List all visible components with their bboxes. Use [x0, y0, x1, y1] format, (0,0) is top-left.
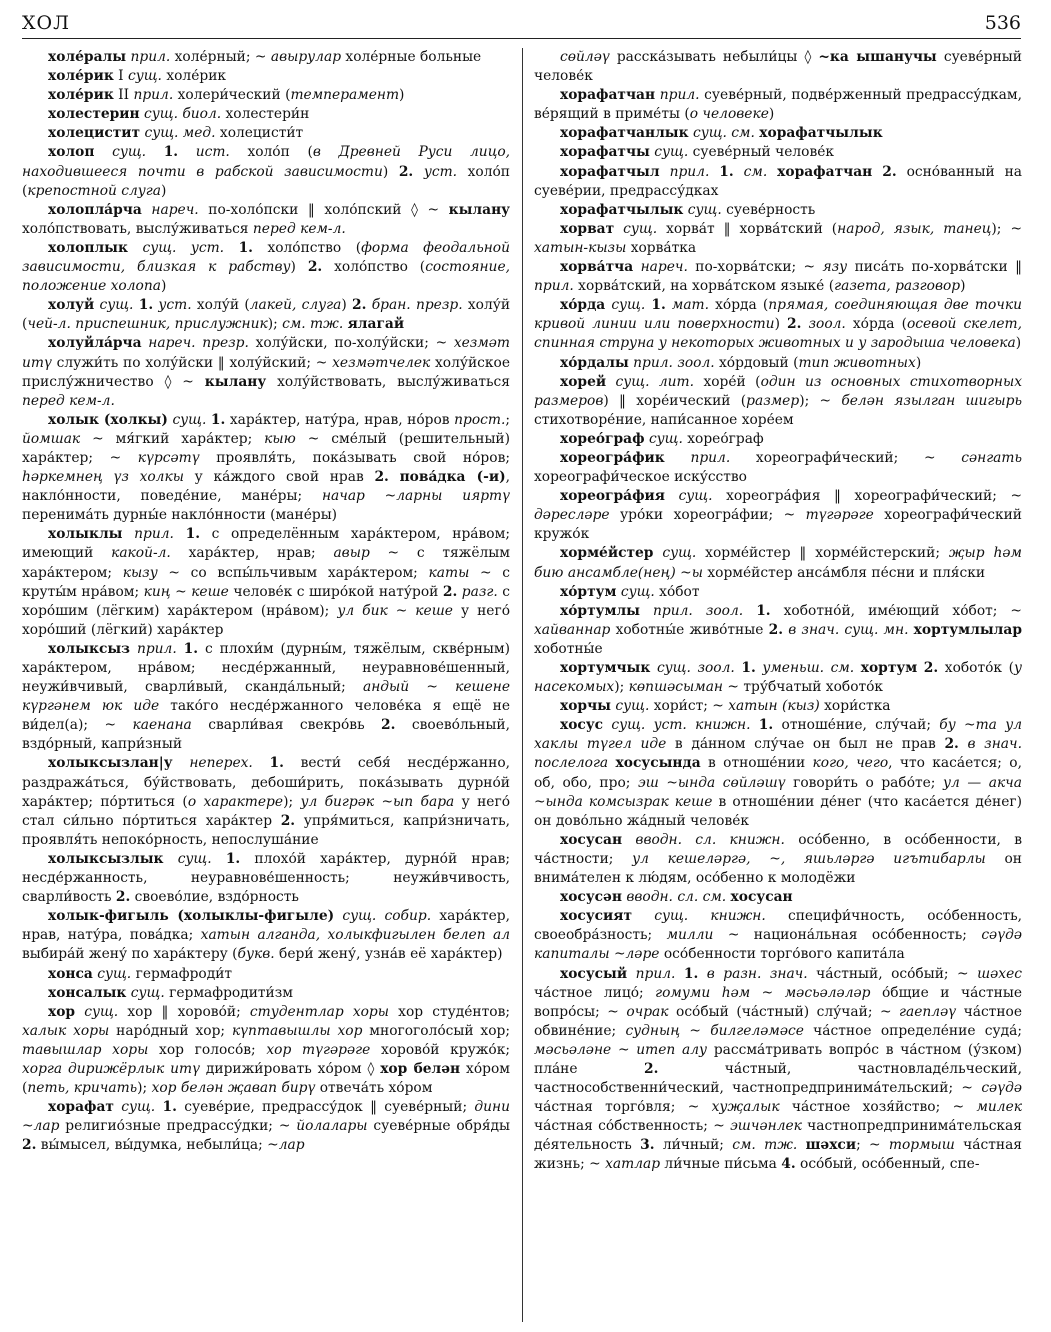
dictionary-entry: хорафатчанлык сущ. см. хорафатчылык [560, 125, 883, 142]
dictionary-entry: хорео́граф сущ. хорео́граф [560, 430, 764, 447]
dictionary-entry: холе́рик I сущ. холе́рик [48, 68, 227, 85]
dictionary-entry: хорафатчылык сущ. суеве́рность [560, 201, 816, 218]
dictionary-entry: хорафат сущ. 1. суеве́рие, предрассу́док ‖ суеве́рный; дини ~лар религио́зные предрассу́дки; ~ йолалары суеве́рные обря́ды 2. вы́мысел, вы́думка, небыли́ца; ~лар [22, 1099, 510, 1154]
dictionary-entry: холе́рик II прил. холери́ческий (темперамент) [48, 87, 405, 104]
dictionary-entry: хорчы сущ. хори́ст; ~ хатын (кыз) хори́стка [560, 698, 891, 715]
dictionary-entry: хосусый прил. 1. в разн. знач. ча́стный, осо́бый; ~ шәхес ча́стное лицо́; гомуми һәм ~ мәсьәләләр о́бщие и ча́стные вопро́сы; ~ очрак осо́бый (ча́стный) слу́чай; ~ гаепләү ча́стное обвине́ние; судның ~ билгеләмәсе ча́стное определе́ние суда́; мәсьәләне ~ итеп алу рассма́тривать вопро́с в ча́стном (у́зком) пла́не 2. ча́стный, частновладе́льческий, частнособственни́ческий, частнопредпринима́тельский; ~ сәүдә ча́стная торго́вля; ~ хуҗалык ча́стное хозя́йство; ~ милек ча́стная со́бственность; ~ эшчәнлек частнопредпринима́тельская де́ятельность 3. ли́чный; см. тж. шәхси; ~ тормыш ча́стная жизнь; ~ хатлар ли́чные пи́сьма 4. осо́бый, осо́бенный, спе- [534, 965, 1022, 1173]
left-column [22, 48, 510, 1324]
dictionary-entry: хорме́йстер сущ. хорме́йстер ‖ хорме́йстерский; җыр һәм бию ансамбле(нең) ~ы хорме́йстер анса́мбля пе́сни и пля́ски [534, 545, 1022, 581]
running-head: ХОЛ [22, 12, 70, 34]
dictionary-entry: хосус сущ. уст. книжн. 1. отноше́ние, слу́чай; бу ~та ул хаклы түгел иде в да́нном слу́чае он был не прав 2. в знач. послелога хосусында в отноше́нии кого, чего, что каса́ется; о, об, обо, про; эш ~ында сөйләшү говори́ть о рабо́те; ул — акча ~ында комсызрак кеше в отноше́нии де́нег (что каса́ется де́нег) он дово́льно жа́дный челове́к [534, 717, 1022, 829]
dictionary-entry: холыклы прил. 1. с определённым хара́ктером, нра́вом; имеющий какой-л. хара́ктер, нрав; авыр ~ с тяжёлым хара́ктером; кызу ~ со вспы́льчивым хара́ктером; каты ~ с круты́м нра́вом; киң ~ кеше челове́к с широ́кой нату́рой 2. разг. с хоро́шим (лёгким) хара́ктером (нра́вом); ул бик ~ кеше у него́ хоро́ший (лёгкий) хара́ктер [22, 526, 510, 638]
dictionary-entry: холуйла́рча нареч. презр. холу́йски, по-холу́йски; ~ хезмәт итү служи́ть по холу́йски ‖ холу́йский; ~ хезмәтчелек холу́йское прислу́жничество ◊ ~ кылану холу́йствовать, выслу́живаться перед кем-л. [22, 335, 510, 409]
dictionary-entry: холопла́рча нареч. по-холо́пски ‖ холо́пский ◊ ~ кылану холо́пствовать, выслу́живаться перед кем-л. [22, 201, 510, 237]
dictionary-entry: хонса сущ. гермафроди́т [48, 965, 233, 982]
page-number: 536 [984, 12, 1021, 34]
dictionary-entry: холуй сущ. 1. уст. холу́й (лакей, слуга) 2. бран. презр. холу́й (чей-л. приспешник, прислужник); см. тж. ялагай [22, 297, 510, 333]
dictionary-entry: хо́ртумлы прил. зоол. 1. хоботно́й, име́ющий хо́бот; ~ хайваннар хоботны́е живо́тные 2. в знач. сущ. мн. хортумлылар хоботны́е [534, 602, 1022, 657]
dictionary-entry: холыксызлык сущ. 1. плохо́й хара́ктер, дурно́й нрав; несде́ржанность, неуравнове́шенность; неужи́вчивость, сварли́вость 2. своево́лие, вздо́рность [22, 850, 510, 906]
dictionary-entry: холестерин сущ. биол. холестери́н [48, 106, 310, 123]
right-column [534, 48, 1022, 1324]
dictionary-entry: хо́ртум сущ. хо́бот [560, 583, 700, 600]
dictionary-entry: холык (холкы) сущ. 1. хара́ктер, нату́ра, нрав, но́ров прост.; йомшак ~ мя́гкий хара́ктер; кыю ~ сме́лый (решительный) хара́ктер; ~ күрсәтү проявля́ть, пока́зывать свой но́ров; һәркемнең үз холкы у ка́ждого свой нрав 2. пова́дка (-и), накло́нности, поведе́ние, мане́ры; начар ~ларны ияртү перенима́ть дурны́е накло́нности (мане́ры) [22, 411, 510, 524]
dictionary-entry: хорафатчан прил. суеве́рный, подве́рженный предрассу́дкам, ве́рящий в приме́ты (о человеке) [534, 87, 1022, 123]
dictionary-entry: холык-фигыль (холыклы-фигыле) сущ. собир. хара́ктер, нрав, нату́ра, пова́дка; хатын алганда, холыкфигылен белеп ал выбира́й жену́ по хара́ктеру (букв. бери́ жену́, узна́в её хара́ктер) [22, 908, 510, 963]
dictionary-entry: хо́рдалы прил. зоол. хо́рдовый (тип животных) [560, 354, 922, 371]
dictionary-entry: хортумчык сущ. зоол. 1. уменьш. см. хортум 2. хобото́к (у насекомых); көпшәсыман ~ тру́бчатый хобото́к [534, 660, 1022, 696]
dictionary-entry: хорафатчы сущ. суеве́рный челове́к [560, 144, 835, 161]
dictionary-entry: хорей сущ. лит. хоре́й (один из основных стихотворных размеров) ‖ хоре́ический (размер); ~ белән язылган шигырь стихотворе́ние, напи́санное хоре́ем [534, 373, 1022, 428]
dictionary-entry: хорва́тча нареч. по-хорва́тски; ~ язу писа́ть по-хорва́тски ‖ прил. хорва́тский, на хорва́тском языке́ (газета, разговор) [534, 259, 1022, 295]
dictionary-entry: холыксызлан|у неперех. 1. вести́ себя́ несде́ржанно, раздража́ться, бу́йствовать, дебоши́рить, пока́зывать дурно́й хара́ктер; по́ртиться (о характере); ул бигрәк ~ып бара у него́ стал си́льно по́ртиться хара́ктер 2. упря́миться, капри́зничать, проявля́ть непоко́рность, непослуша́ние [22, 755, 510, 848]
running-header [22, 8, 1021, 39]
dictionary-entry: хореогра́фик прил. хореографи́ческий; ~ сәнгать хореографи́ческое иску́сство [534, 449, 1022, 486]
dictionary-entry: хосусан вводн. сл. книжн. осо́бенно, в осо́бенности, в ча́стности; ул кешеләргә, ~, яшьләргә игътибарлы он внима́телен к лю́дям, осо́бенно к молодёжи [534, 831, 1022, 887]
dictionary-entry: хосусият сущ. книжн. специфи́чность, осо́бенность, своеобра́зность; милли ~ национа́льная осо́бенность; сәүдә капиталы ~ләре осо́бенности торго́вого капита́ла [534, 908, 1022, 963]
dictionary-entry: хореогра́фия сущ. хореогра́фия ‖ хореографи́ческий; ~ дәресләре уро́ки хореогра́фии; ~ түгәрәге хореографи́ческий кружо́к [534, 488, 1022, 543]
dictionary-entry: сөйләү расска́зывать небыли́цы ◊ ~ка ышанучы суеве́рный челове́к [534, 49, 1022, 85]
column-divider [522, 48, 523, 1322]
dictionary-entry: холыксыз прил. 1. с плохи́м (дурны́м, тяжёлым, скве́рным) хара́ктером, нра́вом; несде́ржанный, неуравнове́шенный, неужи́вчивый, сварли́вый, сканда́льный; андый ~ кешене күргәнем юк иде тако́го несде́ржанного челове́ка я ещё не ви́дел(а); ~ каенана сварли́вая свекро́вь 2. своево́льный, вздо́рный, капри́зный [22, 640, 510, 753]
dictionary-entry: холецистит сущ. мед. холецисти́т [48, 125, 304, 142]
dictionary-entry: хо́рда сущ. 1. мат. хо́рда (прямая, соединяющая две точки кривой линии или поверхности) 2. зоол. хо́рда (осевой скелет, спинная струна у некоторых животных и у зародыша человека) [534, 297, 1022, 352]
dictionary-entry: хор сущ. хор ‖ хорово́й; студентлар хоры хор студе́нтов; халык хоры наро́дный хор; күптавышлы хор многоголо́сый хор; тавышлар хоры хор голосо́в; хор түгәрәге хорово́й кружо́к; хорга дирижёрлык итү дирижи́ровать хо́ром ◊ хор белән хо́ром (петь, кричать); хор белән җавап бирү отвеча́ть хо́ром [22, 1003, 510, 1097]
dictionary-entry: холоп сущ. 1. ист. холо́п (в Древней Руси лицо, находившееся почти в рабской зависимости) 2. уст. холо́п (крепостной слуга) [22, 144, 510, 199]
dictionary-entry: холоплык сущ. уст. 1. холо́пство (форма феодальной зависимости, близкая к рабству) 2. холо́пство (состояние, положение холопа) [22, 239, 510, 295]
dictionary-entry: хорват сущ. хорва́т ‖ хорва́тский (народ, язык, танец); ~ хатын-кызы хорва́тка [534, 220, 1022, 256]
dictionary-entry: хосусән вводн. сл. см. хосусан [560, 889, 793, 906]
dictionary-entry: холе́ралы прил. холе́рный; ~ авырулар холе́рные больные [48, 49, 482, 65]
dictionary-entry: хорафатчыл прил. 1. см. хорафатчан 2. осно́ванный на суеве́рии, предрассу́дках [534, 163, 1022, 199]
dictionary-entry: хонсалык сущ. гермафродити́зм [48, 984, 294, 1001]
